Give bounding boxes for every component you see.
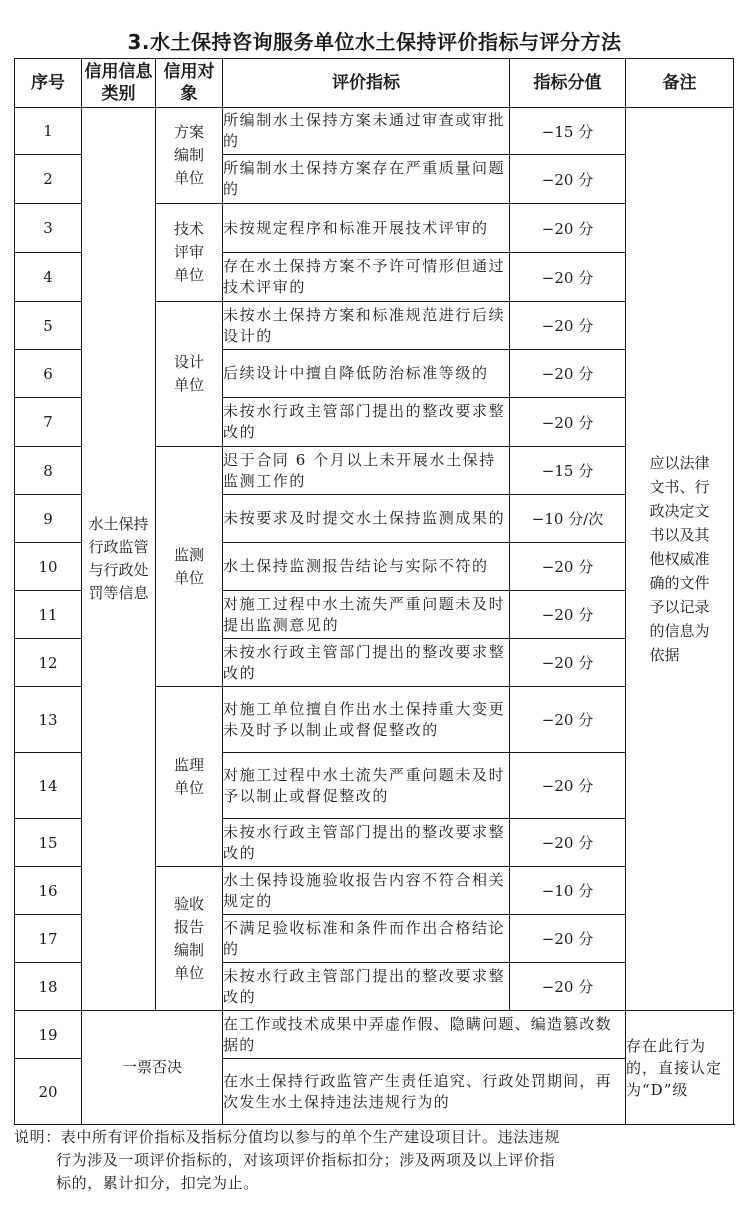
target-name: 方案编制单位 <box>174 123 205 187</box>
row-indicator: 未按水土保持方案和标准规范进行后续设计的 <box>223 302 510 350</box>
row-indicator: 未按要求及时提交水土保持监测成果的 <box>223 495 510 543</box>
row-indicator: 未按规定程序和标准开展技术评审的 <box>223 204 510 253</box>
row-no: 6 <box>15 350 82 398</box>
target-name: 监理单位 <box>174 755 205 797</box>
veto-category-cell <box>82 1011 223 1125</box>
target-name: 技术评审单位 <box>174 220 205 284</box>
evaluation-table <box>14 58 734 1125</box>
row-score: −20 分 <box>510 204 626 253</box>
header-note: 备注 <box>626 59 734 108</box>
footnote-line: 行为涉及一项评价指标的，对该项评价指标扣分；涉及两项及以上评价指 <box>56 1151 556 1169</box>
row-no: 18 <box>15 963 82 1011</box>
row-no: 4 <box>15 253 82 302</box>
row-indicator: 所编制水土保持方案未通过审查或审批的 <box>223 108 510 155</box>
target-cell <box>156 867 223 1011</box>
target-name: 监测单位 <box>174 545 205 587</box>
row-no: 5 <box>15 302 82 350</box>
row-no: 1 <box>15 108 82 155</box>
row-no: 14 <box>15 753 82 819</box>
target-cell <box>156 204 223 302</box>
row-no: 17 <box>15 915 82 963</box>
row-no: 9 <box>15 495 82 543</box>
row-no: 3 <box>15 204 82 253</box>
row-no: 15 <box>15 819 82 867</box>
row-indicator: 未按水行政主管部门提出的整改要求整改的 <box>223 963 510 1011</box>
footnote-line: 标的，累计扣分，扣完为止。 <box>56 1174 259 1192</box>
row-no: 12 <box>15 639 82 687</box>
target-name: 验收报告编制单位 <box>174 894 205 982</box>
header-target: 信用对象 <box>156 59 223 108</box>
target-cell <box>156 108 223 204</box>
target-cell <box>156 302 223 447</box>
row-score: −20 分 <box>510 543 626 591</box>
row-indicator: 对施工单位擅自作出水土保持重大变更未及时予以制止或督促整改的 <box>223 687 510 753</box>
table-row <box>15 108 734 155</box>
row-no: 19 <box>15 1011 82 1059</box>
row-indicator: 未按水行政主管部门提出的整改要求整改的 <box>223 639 510 687</box>
row-score: −20 分 <box>510 753 626 819</box>
veto-note: 存在此行为的，直接认定为“D”级 <box>626 1011 734 1125</box>
row-no: 8 <box>15 447 82 495</box>
row-score: −20 分 <box>510 350 626 398</box>
row-no: 20 <box>15 1059 82 1125</box>
header-info-type: 信用信息类别 <box>82 59 156 108</box>
row-score: −20 分 <box>510 687 626 753</box>
row-indicator: 对施工过程中水土流失严重问题未及时提出监测意见的 <box>223 591 510 639</box>
row-score: −20 分 <box>510 253 626 302</box>
veto-category: 一票否决 <box>122 1058 183 1076</box>
row-indicator: 未按水行政主管部门提出的整改要求整改的 <box>223 398 510 447</box>
row-score: −20 分 <box>510 155 626 204</box>
footnote-line: 说明：表中所有评价指标及指标分值均以参与的单个生产建设项目计。违法违规 <box>14 1128 561 1146</box>
row-score: −20 分 <box>510 591 626 639</box>
row-score: −20 分 <box>510 963 626 1011</box>
target-cell <box>156 687 223 867</box>
table-header-row <box>15 59 734 108</box>
header-no: 序号 <box>15 59 82 108</box>
row-indicator: 所编制水土保持方案存在严重质量问题的 <box>223 155 510 204</box>
row-score: −20 分 <box>510 398 626 447</box>
row-score: −20 分 <box>510 915 626 963</box>
row-score: −10 分/次 <box>510 495 626 543</box>
row-score: −20 分 <box>510 639 626 687</box>
row-no: 16 <box>15 867 82 915</box>
row-no: 11 <box>15 591 82 639</box>
target-name: 设计单位 <box>174 353 205 394</box>
row-no: 2 <box>15 155 82 204</box>
row-score: −15 分 <box>510 447 626 495</box>
row-indicator: 水土保持设施验收报告内容不符合相关规定的 <box>223 867 510 915</box>
info-type-cell <box>82 108 156 1011</box>
table-row <box>15 1011 734 1059</box>
row-score: −10 分 <box>510 867 626 915</box>
row-indicator: 不满足验收标准和条件而作出合格结论的 <box>223 915 510 963</box>
row-score: −20 分 <box>510 302 626 350</box>
row-indicator: 迟于合同 6 个月以上未开展水土保持监测工作的 <box>223 447 510 495</box>
header-indicator: 评价指标 <box>223 59 510 108</box>
row-score: −15 分 <box>510 108 626 155</box>
row-no: 7 <box>15 398 82 447</box>
info-type-text: 水土保持行政监管与行政处罚等信息 <box>88 515 149 602</box>
veto-indicator: 在水土保持行政监管产生责任追究、行政处罚期间，再次发生水土保持违法违规行为的 <box>223 1059 626 1125</box>
note-cell <box>626 108 734 1011</box>
footnote <box>14 1126 733 1195</box>
row-no: 13 <box>15 687 82 753</box>
page-title: 3.水土保持咨询服务单位水土保持评价指标与评分方法 <box>127 30 622 54</box>
row-indicator: 存在水土保持方案不予许可情形但通过技术评审的 <box>223 253 510 302</box>
note-text: 应以法律文书、行政决定文书以及其他权威准确的文件予以记录的信息为依据 <box>649 454 710 664</box>
header-score: 指标分值 <box>510 59 626 108</box>
row-indicator: 后续设计中擅自降低防治标准等级的 <box>223 350 510 398</box>
row-indicator: 水土保持监测报告结论与实际不符的 <box>223 543 510 591</box>
row-indicator: 未按水行政主管部门提出的整改要求整改的 <box>223 819 510 867</box>
row-score: −20 分 <box>510 819 626 867</box>
row-indicator: 对施工过程中水土流失严重问题未及时予以制止或督促整改的 <box>223 753 510 819</box>
row-no: 10 <box>15 543 82 591</box>
target-cell <box>156 447 223 687</box>
veto-indicator: 在工作或技术成果中弄虚作假、隐瞒问题、编造篡改数据的 <box>223 1011 626 1059</box>
